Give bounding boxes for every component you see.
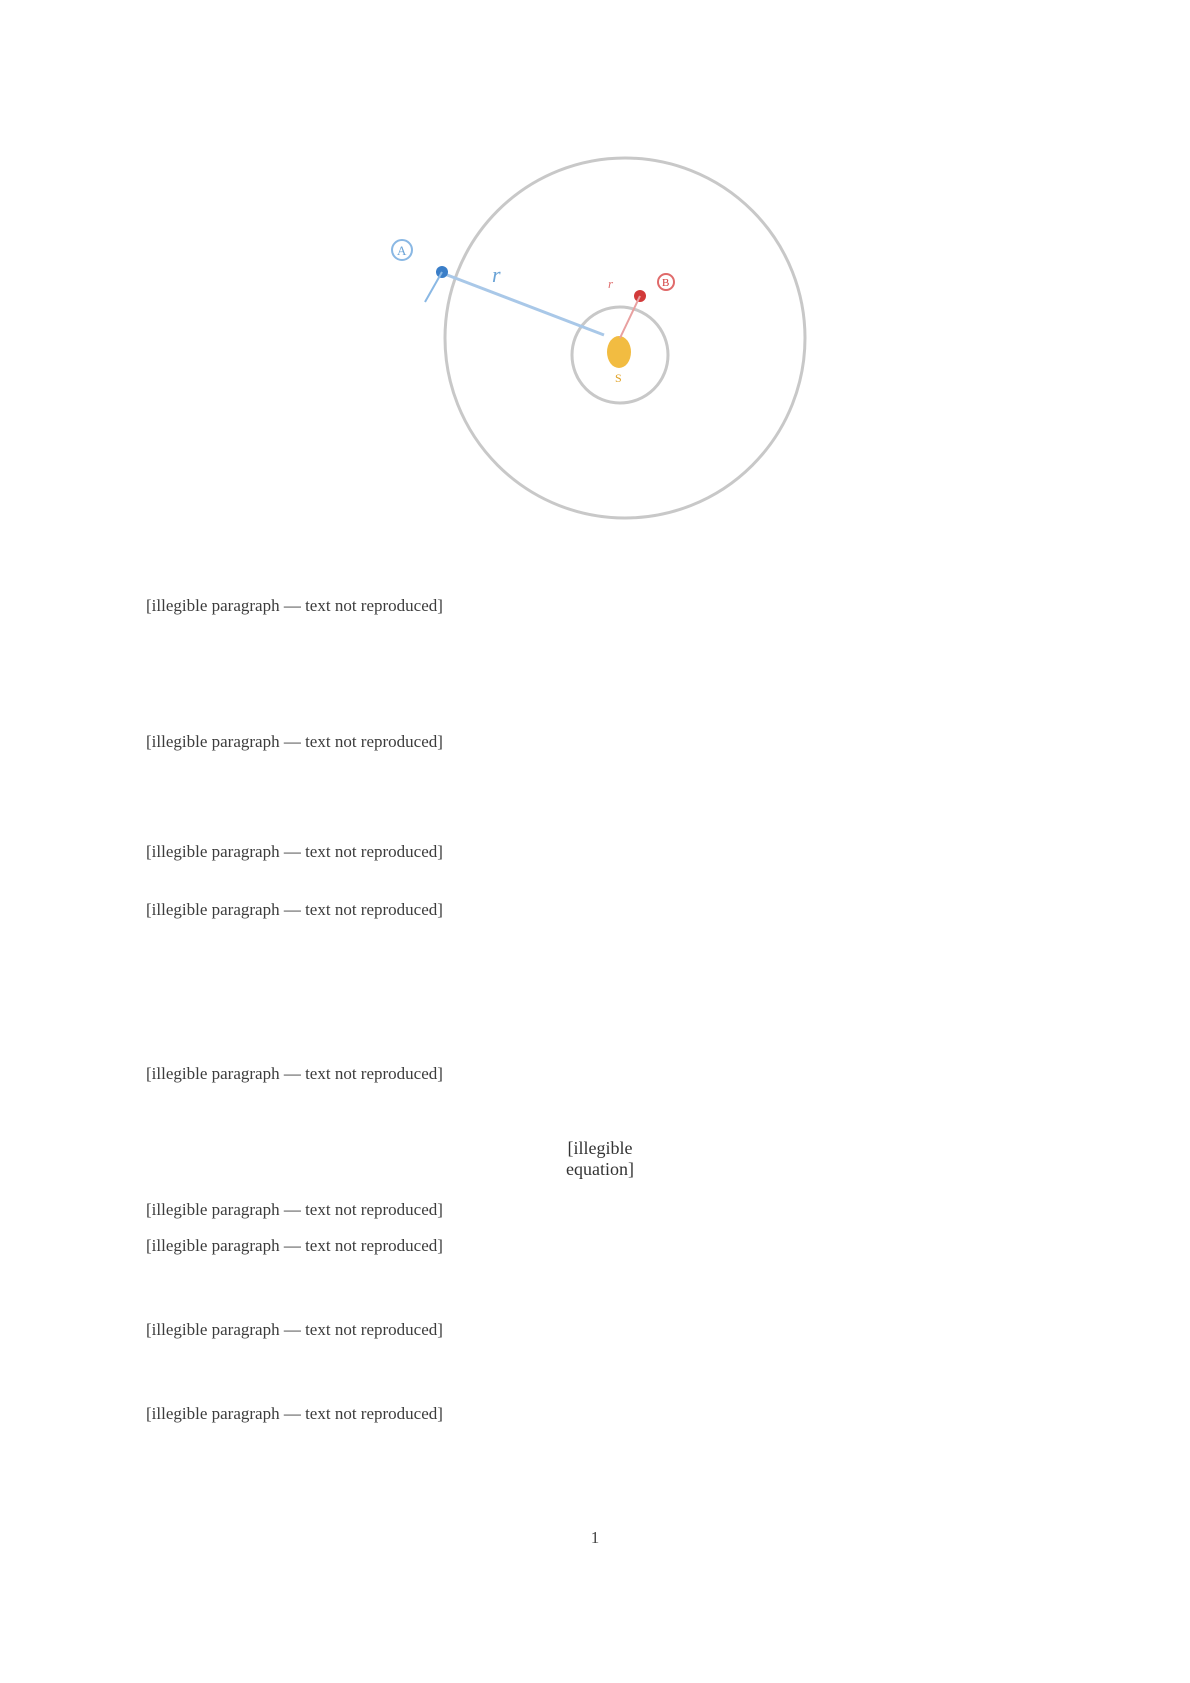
outer-radius-line	[442, 273, 604, 335]
equation: [illegible equation]	[566, 1138, 634, 1179]
planet-a-label: A	[397, 243, 407, 258]
star-label: S	[615, 371, 622, 385]
planet-b-label: B	[662, 277, 670, 289]
paragraph-6: [illegible paragraph — text not reproduced]	[146, 1200, 443, 1219]
inner-radius-line	[620, 296, 640, 338]
orbit-figure	[380, 150, 820, 550]
paragraph-1: [illegible paragraph — text not reproduced]	[146, 596, 443, 615]
paragraph-3: [illegible paragraph — text not reproduced]	[146, 842, 443, 861]
paragraph-8: [illegible paragraph — text not reproduced]	[146, 1320, 443, 1339]
paragraph-2: [illegible paragraph — text not reproduced]	[146, 732, 443, 751]
paragraph-9: [illegible paragraph — text not reproduced]	[146, 1404, 443, 1423]
inner-radius-label: r	[608, 276, 614, 291]
outer-radius-label: r	[492, 262, 501, 287]
planet-a-velocity	[425, 272, 442, 302]
paragraph-7: [illegible paragraph — text not reproduced]	[146, 1236, 443, 1255]
star-icon	[607, 336, 631, 368]
page-number: 1	[590, 1528, 600, 1547]
paragraph-4: [illegible paragraph — text not reproduced]	[146, 900, 443, 919]
paragraph-5: [illegible paragraph — text not reproduced]	[146, 1064, 443, 1083]
outer-orbit	[445, 158, 805, 518]
orbit-diagram	[380, 150, 820, 550]
